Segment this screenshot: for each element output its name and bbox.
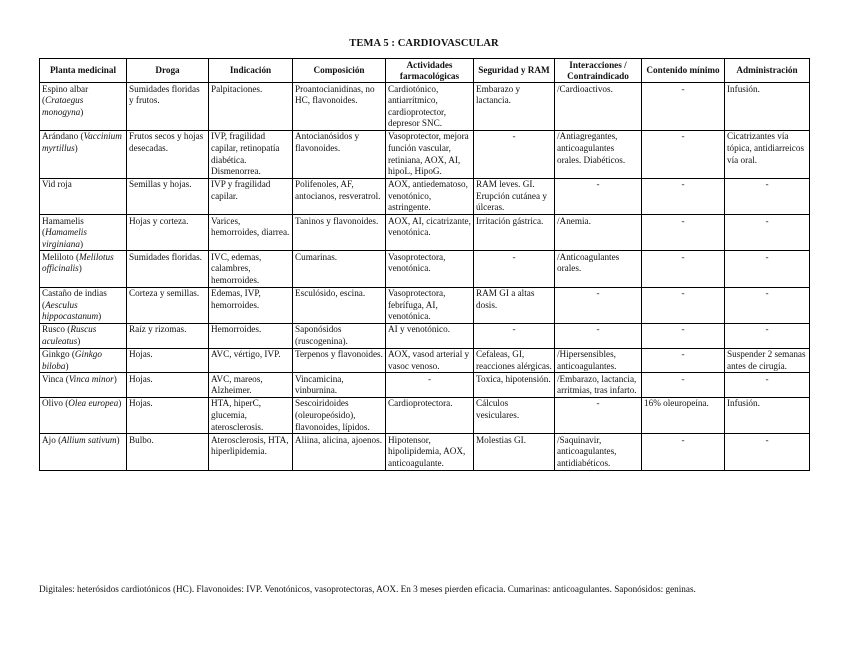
cell-actividades: Vasoprotectora, febrífuga, AI, venotónica. bbox=[386, 287, 474, 323]
cell-indicacion: Aterosclerosis, HTA, hiperlipidemia. bbox=[209, 434, 293, 470]
cell-planta: Ajo (Allium sativum) bbox=[40, 434, 127, 470]
cell-administracion: - bbox=[725, 287, 810, 323]
cell-indicacion: Varices, hemorroides, diarrea. bbox=[209, 215, 293, 251]
cell-composicion: Proantocianidinas, no HC, flavonoides. bbox=[293, 83, 386, 131]
cell-droga: Hojas. bbox=[127, 373, 209, 398]
col-header-droga: Droga bbox=[127, 59, 209, 83]
cell-interacciones: - bbox=[555, 287, 642, 323]
cell-composicion: Antocianósidos y flavonoides. bbox=[293, 130, 386, 178]
cell-composicion: Taninos y flavonoides. bbox=[293, 215, 386, 251]
cell-contenido: - bbox=[642, 251, 725, 287]
cell-seguridad: RAM GI a altas dosis. bbox=[474, 287, 555, 323]
cell-droga: Bulbo. bbox=[127, 434, 209, 470]
cell-contenido: - bbox=[642, 373, 725, 398]
cell-interacciones: - bbox=[555, 323, 642, 348]
plant-latin-name: Ruscus aculeatus bbox=[42, 324, 97, 346]
table-row bbox=[40, 434, 810, 470]
cell-actividades: - bbox=[386, 373, 474, 398]
cell-indicacion: HTA, hiperC, glucemia, aterosclerosis. bbox=[209, 397, 293, 433]
cell-droga: Sumidades floridas. bbox=[127, 251, 209, 287]
table-row bbox=[40, 130, 810, 178]
plant-name: Meliloto bbox=[42, 251, 74, 262]
cell-composicion: Esculósido, escina. bbox=[293, 287, 386, 323]
cell-interacciones: /Anemia. bbox=[555, 215, 642, 251]
cell-interacciones: /Saquinavir, anticoagulantes, antidiabéticos. bbox=[555, 434, 642, 470]
cell-interacciones: /Embarazo, lactancia, arritmias, tras infarto. bbox=[555, 373, 642, 398]
cell-interacciones: /Antiagregantes, anticoagulantes orales. Diabéticos. bbox=[555, 130, 642, 178]
plant-name: Hamamelis bbox=[42, 215, 84, 226]
cell-indicacion: Edemas, IVP, hemorroides. bbox=[209, 287, 293, 323]
cell-composicion: Saponósidos (ruscogenina). bbox=[293, 323, 386, 348]
table-row bbox=[40, 397, 810, 433]
plant-name: Vinca bbox=[42, 373, 64, 384]
plant-latin-name: Vaccinium myrtillus bbox=[42, 131, 122, 153]
cell-droga: Hojas. bbox=[127, 397, 209, 433]
cell-contenido: - bbox=[642, 434, 725, 470]
cell-planta: Espino albar (Crataegus monogyna) bbox=[40, 83, 127, 131]
cell-planta: Meliloto (Melilotus officinalis) bbox=[40, 251, 127, 287]
cell-administracion: Suspender 2 semanas antes de cirugía. bbox=[725, 348, 810, 373]
col-header-seguridad: Seguridad y RAM bbox=[474, 59, 555, 83]
cell-indicacion: AVC, mareos, Alzheimer. bbox=[209, 373, 293, 398]
table-row bbox=[40, 287, 810, 323]
plant-name: Espino albar bbox=[42, 83, 89, 94]
cell-contenido: 16% oleuropeína. bbox=[642, 397, 725, 433]
plant-name: Ginkgo bbox=[42, 349, 70, 360]
cell-administracion: - bbox=[725, 251, 810, 287]
plant-name: Rusco bbox=[42, 324, 65, 335]
cell-actividades: Hipotensor, hipolipidemia, AOX, anticoagulante. bbox=[386, 434, 474, 470]
table-row bbox=[40, 83, 810, 131]
cell-contenido: - bbox=[642, 178, 725, 214]
cell-interacciones: - bbox=[555, 397, 642, 433]
cell-indicacion: IVP y fragilidad capilar. bbox=[209, 178, 293, 214]
plant-latin-name: Vinca minor bbox=[68, 373, 114, 384]
cell-planta: Rusco (Ruscus aculeatus) bbox=[40, 323, 127, 348]
cell-interacciones: /Hipersensibles, anticoagulantes. bbox=[555, 348, 642, 373]
table-row bbox=[40, 215, 810, 251]
cell-planta: Vinca (Vinca minor) bbox=[40, 373, 127, 398]
document-title: TEMA 5 : CARDIOVASCULAR bbox=[349, 38, 499, 49]
cell-contenido: - bbox=[642, 348, 725, 373]
cell-composicion: Aliina, alicina, ajoenos. bbox=[293, 434, 386, 470]
herbal-table bbox=[39, 58, 810, 471]
cell-seguridad: Molestias GI. bbox=[474, 434, 555, 470]
cell-interacciones: - bbox=[555, 178, 642, 214]
cell-actividades: AOX, AI, cicatrizante, venotónica. bbox=[386, 215, 474, 251]
cell-interacciones: /Anticoagulantes orales. bbox=[555, 251, 642, 287]
cell-actividades: Vasoprotectora, venotónica. bbox=[386, 251, 474, 287]
plant-name: Olivo bbox=[42, 398, 63, 409]
cell-seguridad: Toxica, hipotensión. bbox=[474, 373, 555, 398]
cell-planta: Hamamelis (Hamamelis virginiana) bbox=[40, 215, 127, 251]
cell-actividades: AOX, vasod arterial y vasoc venoso. bbox=[386, 348, 474, 373]
col-header-composicion: Composición bbox=[293, 59, 386, 83]
cell-seguridad: Embarazo y lactancia. bbox=[474, 83, 555, 131]
col-header-indicacion: Indicación bbox=[209, 59, 293, 83]
cell-planta bbox=[40, 178, 127, 214]
cell-administracion: Infusión. bbox=[725, 83, 810, 131]
plant-name: Arándano bbox=[42, 131, 79, 142]
plant-latin-name: Melilotus officinalis bbox=[42, 251, 114, 274]
cell-administracion: Cicatrizantes vía tópica, antidiarreicos vía oral. bbox=[725, 130, 810, 178]
cell-contenido: - bbox=[642, 215, 725, 251]
footnote: Digitales: heterósidos cardiotónicos (HC). Flavonoides: IVP. Venotónicos, vasoprotectoras, AOX. En 3 meses pierden eficacia. Cumarinas: anticoagulantes. Saponósidos: geninas. bbox=[39, 584, 696, 594]
cell-interacciones: /Cardioactivos. bbox=[555, 83, 642, 131]
plant-latin-name: Hamamelis virginiana bbox=[42, 227, 87, 249]
plant-latin-name: Crataegus monogyna bbox=[42, 95, 84, 117]
table-row bbox=[40, 251, 810, 287]
cell-administracion: - bbox=[725, 323, 810, 348]
cell-droga: Raíz y rizomas. bbox=[127, 323, 209, 348]
cell-seguridad: - bbox=[474, 130, 555, 178]
plant-latin-name: Olea europea bbox=[68, 398, 119, 409]
cell-actividades: Cardioprotectora. bbox=[386, 397, 474, 433]
table-body bbox=[40, 83, 810, 471]
cell-composicion: Terpenos y flavonoides. bbox=[293, 348, 386, 373]
cell-planta: Ginkgo (Ginkgo biloba) bbox=[40, 348, 127, 373]
cell-seguridad: Irritación gástrica. bbox=[474, 215, 555, 251]
cell-actividades: Cardiotónico, antiarrítmico, cardioprotector, depresor SNC. bbox=[386, 83, 474, 131]
table-row bbox=[40, 373, 810, 398]
cell-seguridad: RAM leves. GI. Erupción cutánea y úlceras. bbox=[474, 178, 555, 214]
cell-administracion: - bbox=[725, 373, 810, 398]
cell-administracion: - bbox=[725, 215, 810, 251]
cell-indicacion: Palpitaciones. bbox=[209, 83, 293, 131]
cell-droga: Hojas. bbox=[127, 348, 209, 373]
cell-administracion: Infusión. bbox=[725, 397, 810, 433]
cell-administracion: - bbox=[725, 178, 810, 214]
cell-planta: Olivo (Olea europea) bbox=[40, 397, 127, 433]
plant-latin-name: Allium sativum bbox=[61, 434, 117, 445]
plant-latin-name: Aesculus hippocastanum bbox=[42, 299, 99, 322]
cell-composicion: Polifenoles, AF, antocianos, resveratrol. bbox=[293, 178, 386, 214]
cell-contenido: - bbox=[642, 83, 725, 131]
table-row bbox=[40, 178, 810, 214]
table-row bbox=[40, 323, 810, 348]
cell-seguridad: - bbox=[474, 323, 555, 348]
table-row bbox=[40, 348, 810, 373]
cell-planta: Castaño de indias (Aesculus hippocastanum) bbox=[40, 287, 127, 323]
cell-actividades: AI y venotónico. bbox=[386, 323, 474, 348]
col-header-administracion: Administración bbox=[725, 59, 810, 83]
cell-seguridad: Cálculos vesiculares. bbox=[474, 397, 555, 433]
cell-contenido: - bbox=[642, 130, 725, 178]
col-header-planta: Planta medicinal bbox=[40, 59, 127, 83]
plant-name: Vid roja bbox=[42, 179, 72, 190]
cell-indicacion: Hemorroides. bbox=[209, 323, 293, 348]
cell-indicacion: IVP, fragilidad capilar, retinopatía diabética. Dismenorrea. bbox=[209, 130, 293, 178]
cell-contenido: - bbox=[642, 287, 725, 323]
cell-composicion: Cumarinas. bbox=[293, 251, 386, 287]
cell-planta: Arándano (Vaccinium myrtillus) bbox=[40, 130, 127, 178]
cell-seguridad: - bbox=[474, 251, 555, 287]
cell-seguridad: Cefaleas, GI, reacciones alérgicas. bbox=[474, 348, 555, 373]
col-header-actividades: Actividades farmacológicas bbox=[386, 59, 474, 83]
cell-administracion: - bbox=[725, 434, 810, 470]
col-header-interacciones: Interacciones / Contraindicado bbox=[555, 59, 642, 83]
plant-name: Ajo bbox=[42, 434, 56, 445]
cell-droga: Frutos secos y hojas desecadas. bbox=[127, 130, 209, 178]
header-row bbox=[40, 59, 810, 83]
cell-composicion: Sescoiridoides (oleuropeósido), flavonoides, lípidos. bbox=[293, 397, 386, 433]
cell-composicion: Vincamicina, vinburnina. bbox=[293, 373, 386, 398]
cell-contenido: - bbox=[642, 323, 725, 348]
plant-latin-name: Ginkgo biloba bbox=[42, 349, 102, 371]
cell-droga: Sumidades floridas y frutos. bbox=[127, 83, 209, 131]
cell-actividades: AOX, antiedematoso, venotónico, astringente. bbox=[386, 178, 474, 214]
cell-indicacion: IVC, edemas, calambres, hemorroides. bbox=[209, 251, 293, 287]
cell-droga: Hojas y corteza. bbox=[127, 215, 209, 251]
cell-actividades: Vasoprotector, mejora función vascular, retiniana, AOX, AI, hipoL, HipoG. bbox=[386, 130, 474, 178]
plant-name: Castaño de indias bbox=[42, 288, 107, 299]
cell-indicacion: AVC, vértigo, IVP. bbox=[209, 348, 293, 373]
cell-droga: Semillas y hojas. bbox=[127, 178, 209, 214]
cell-droga: Corteza y semillas. bbox=[127, 287, 209, 323]
col-header-contenido: Contenido mínimo bbox=[642, 59, 725, 83]
